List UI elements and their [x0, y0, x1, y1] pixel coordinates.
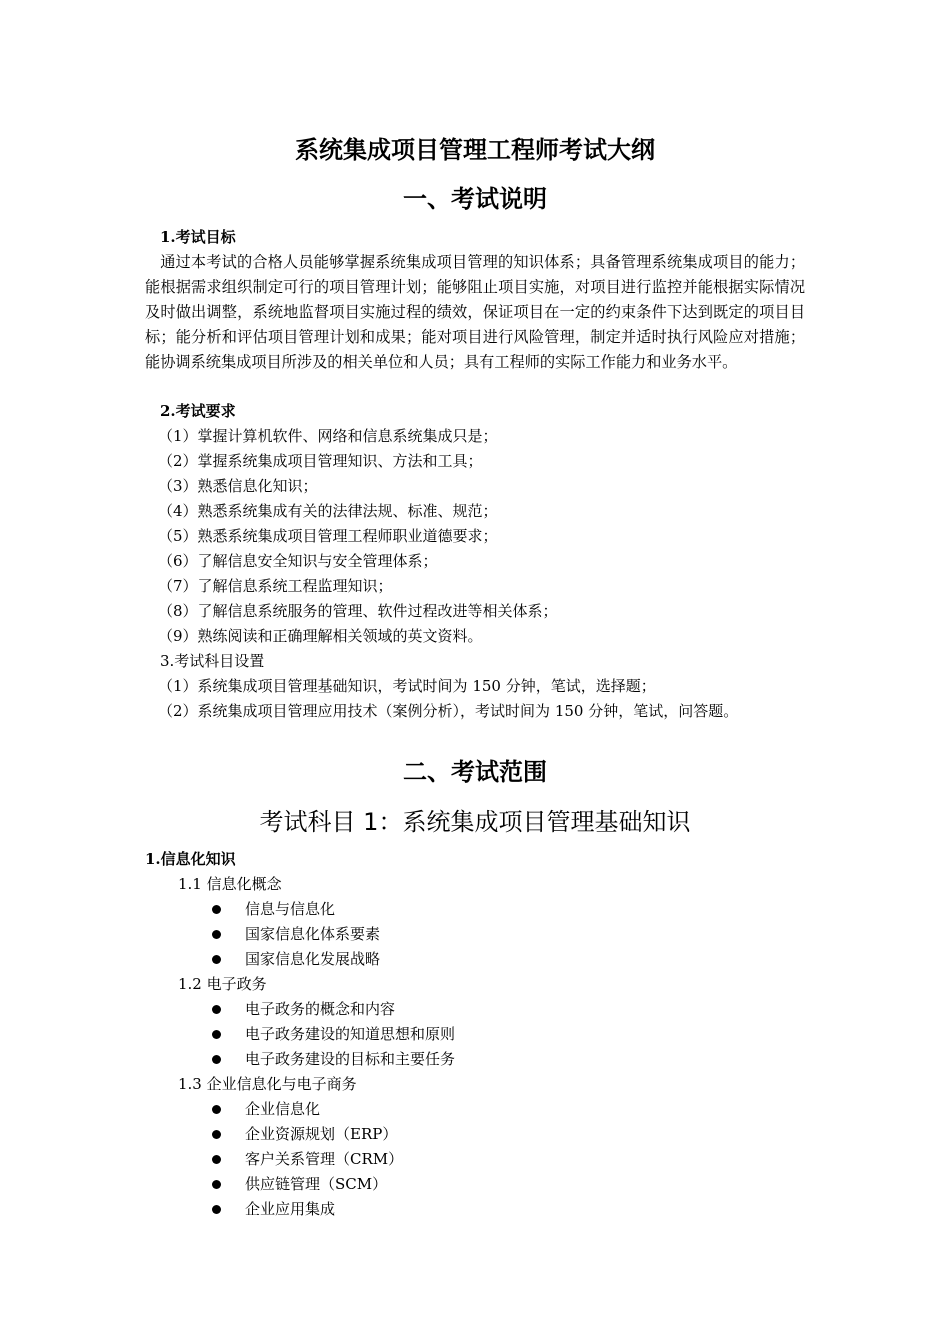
requirement-item: （2）掌握系统集成项目管理知识、方法和工具；	[158, 452, 483, 470]
list-item: 电子政务建设的知道思想和原则	[245, 1022, 455, 1047]
bullet-icon	[212, 1055, 221, 1064]
requirement-item: （1）掌握计算机软件、网络和信息系统集成只是；	[158, 427, 498, 445]
requirement-item: （7）了解信息系统工程监理知识；	[158, 577, 393, 595]
requirement-item: （4）熟悉系统集成有关的法律法规、标准、规范；	[158, 502, 498, 520]
exam-goal-paragraph: 通过本考试的合格人员能够掌握系统集成项目管理的知识体系；具备管理系统集成项目的能力；能根据需求组织制定可行的项目管理计划；能够阻止项目实施，对项目进行监控并能根据实际情况及时做出调整，系统地监督项目实施过程的绩效，保证项目在一定的约束条件下达到既定的项目目标；能分析和评估项目管理计划和成果；能对项目进行风险管理，制定并适时执行风险应对措施；能协调系统集成项目所涉及的相关单位和人员；具有工程师的实际工作能力和业务水平。	[145, 253, 805, 371]
bullet-icon	[212, 1030, 221, 1039]
bullet-icon	[212, 1105, 221, 1114]
list-item: 电子政务建设的目标和主要任务	[245, 1047, 455, 1072]
list-item: 供应链管理（SCM）	[245, 1172, 387, 1197]
bullet-icon	[212, 955, 221, 964]
exam-subjects-label: 3.考试科目设置	[160, 652, 265, 670]
subtopic-label: 1.3 企业信息化与电子商务	[178, 1075, 357, 1093]
requirement-item: （9）熟练阅读和正确理解相关领域的英文资料。	[158, 627, 483, 645]
list-item: 信息与信息化	[245, 897, 335, 922]
bullet-icon	[212, 1130, 221, 1139]
exam-subject-item: （2）系统集成项目管理应用技术（案例分析），考试时间为 150 分钟，笔试，问答题。	[158, 702, 739, 720]
list-item: 企业资源规划（ERP）	[245, 1122, 397, 1147]
section-heading-exam-description: 一、考试说明	[403, 185, 547, 213]
list-item: 企业应用集成	[245, 1197, 335, 1222]
bullet-icon	[212, 905, 221, 914]
list-item: 客户关系管理（CRM）	[245, 1147, 403, 1172]
list-item: 国家信息化体系要素	[245, 922, 380, 947]
exam-requirements-label: 2.考试要求	[160, 402, 236, 420]
requirement-item: （3）熟悉信息化知识；	[158, 477, 318, 495]
list-item: 国家信息化发展战略	[245, 947, 380, 972]
requirement-item: （6）了解信息安全知识与安全管理体系；	[158, 552, 438, 570]
bullet-icon	[212, 930, 221, 939]
exam-goal-label: 1.考试目标	[160, 228, 236, 246]
requirement-item: （8）了解信息系统服务的管理、软件过程改进等相关体系；	[158, 602, 558, 620]
exam-subject-heading: 考试科目 1：系统集成项目管理基础知识	[259, 808, 691, 836]
document-title: 系统集成项目管理工程师考试大纲	[295, 136, 655, 164]
exam-subject-item: （1）系统集成项目管理基础知识，考试时间为 150 分钟，笔试，选择题；	[158, 677, 656, 695]
bullet-icon	[212, 1155, 221, 1164]
topic-label-informatization: 1.信息化知识	[145, 850, 236, 868]
requirement-item: （5）熟悉系统集成项目管理工程师职业道德要求；	[158, 527, 498, 545]
bullet-icon	[212, 1205, 221, 1214]
list-item: 电子政务的概念和内容	[245, 997, 395, 1022]
list-item: 企业信息化	[245, 1097, 320, 1122]
subtopic-label: 1.1 信息化概念	[178, 875, 282, 893]
subtopic-label: 1.2 电子政务	[178, 975, 267, 993]
bullet-icon	[212, 1005, 221, 1014]
section-heading-exam-scope: 二、考试范围	[403, 758, 547, 786]
bullet-icon	[212, 1180, 221, 1189]
